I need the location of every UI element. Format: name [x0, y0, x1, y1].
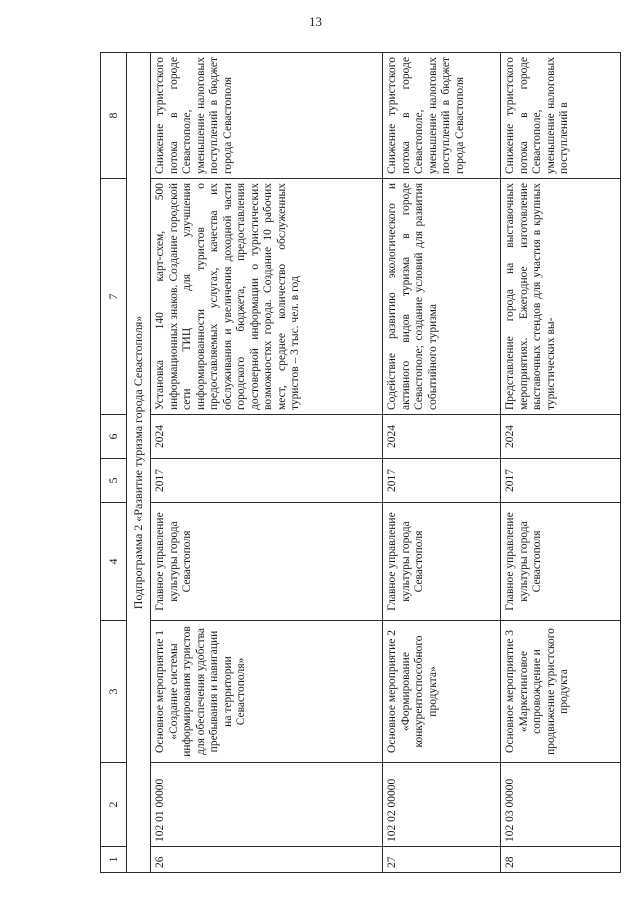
page-number: 13: [309, 14, 322, 29]
row-number: 28: [501, 847, 621, 873]
row-code: 102 03 00000: [501, 763, 621, 847]
row-end-year: 2024: [383, 415, 501, 459]
column-number: 3: [101, 621, 127, 763]
row-result: Установка 140 карт-схем, 500 информационных знаков. Создание городской сети ТИЦ для улучшения информированности туристов о предоставляемых услугах, качества их обслуживания и увеличения доходной части городского бюджета, предоставления достоверной информации о туристических возможностях города. Создание 10 рабочих мест, среднее количество обслуженных туристов – 3 тыс. чел. в год: [151, 179, 383, 415]
row-end-year: 2024: [151, 415, 383, 459]
column-number: 2: [101, 763, 127, 847]
column-number: 1: [101, 847, 127, 873]
row-code: 102 01 00000: [151, 763, 383, 847]
row-executor: Главное управление культуры города Севастополя: [383, 503, 501, 621]
table-row: [501, 53, 621, 873]
row-measure: Основное мероприятие 3 «Маркетинговое сопровождение и продвижение туристского продукта: [501, 621, 621, 763]
row-start-year: 2017: [383, 459, 501, 503]
row-executor: Главное управление культуры города Севастополя: [151, 503, 383, 621]
column-number: 5: [101, 459, 127, 503]
column-number: 7: [101, 179, 127, 415]
table-row: [383, 53, 501, 873]
row-number: 27: [383, 847, 501, 873]
row-result: Представление города на выставочных мероприятиях. Ежегодное изготовление выставочных стендов для участия в крупных туристических вы-: [501, 179, 621, 415]
rotated-table-container: [100, 53, 620, 873]
row-consequence: Снижение туристского потока в городе Севастополе, уменьшение налоговых поступлений в бюджет города Севастополя: [151, 53, 383, 179]
row-start-year: 2017: [151, 459, 383, 503]
column-number: 4: [101, 503, 127, 621]
row-executor: Главное управление культуры города Севастополя: [501, 503, 621, 621]
row-number: 26: [151, 847, 383, 873]
row-end-year: 2024: [501, 415, 621, 459]
program-table: [100, 52, 621, 873]
row-start-year: 2017: [501, 459, 621, 503]
row-consequence: Снижение туристского потока в городе Севастополе, уменьшение налоговых поступлений в бюджет города Севастополя: [383, 53, 501, 179]
table-row: [151, 53, 383, 873]
column-number: 8: [101, 53, 127, 179]
row-measure: Основное мероприятие 2 «Формирование конкурентоспособного продукта»: [383, 621, 501, 763]
subprogram-row: [127, 53, 151, 873]
column-number-row: [101, 53, 127, 873]
row-code: 102 02 00000: [383, 763, 501, 847]
subprogram-title: Подпрограмма 2 «Развитие туризма города Севастополя»: [127, 53, 151, 873]
column-number: 6: [101, 415, 127, 459]
row-result: Содействие развитию экологического и активного видов туризма в городе Севастополе; создание условий для развития событийного туризма: [383, 179, 501, 415]
row-measure: Основное мероприятие 1 «Создание системы информирования туристов для обеспечения удобства пребывания и навигации на территории Севастополя»: [151, 621, 383, 763]
row-consequence: Снижение туристского потока в городе Севастополе, уменьшение налоговых поступлений в: [501, 53, 621, 179]
